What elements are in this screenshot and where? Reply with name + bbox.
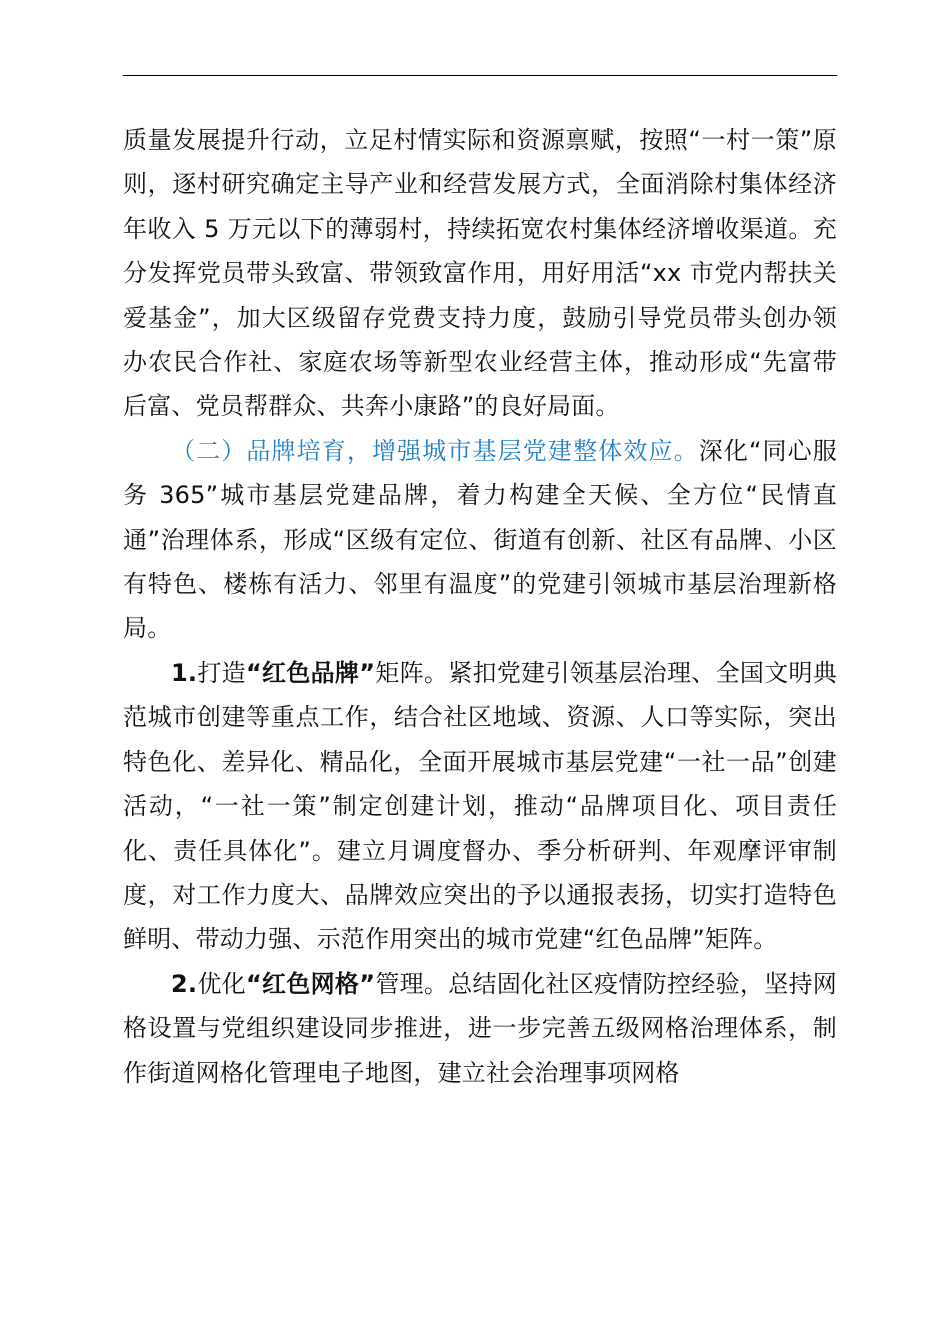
paragraph-text: 深化“同心服务 365”城市基层党建品牌，着力构建全天候、全方位“民情直通”治理体系，形成“区级有定位、街道有创新、社区有品牌、小区有特色、楼栋有活力、邻里有温度”的党建引领城市基层治理新格局。: [123, 436, 837, 643]
item-number: 1.: [171, 658, 198, 687]
item-number: 2.: [171, 969, 198, 998]
item-lead-text: 打造: [197, 658, 246, 687]
paragraph-text: 矩阵。紧扣党建引领基层治理、全国文明典范城市创建等重点工作，结合社区地域、资源、人口等实际，突出特色化、差异化、精品化，全面开展城市基层党建“一社一品”创建活动，“一社一策”制定创建计划，推动“品牌项目化、项目责任化、责任具体化”。建立月调度督办、季分析研判、年观摩评审制度，对工作力度大、品牌效应突出的予以通报表扬，切实打造特色鲜明、带动力强、示范作用突出的城市党建“红色品牌”矩阵。: [123, 658, 837, 954]
item-bold-term: “红色网格”: [245, 969, 376, 998]
section-heading: （二）品牌培育，增强城市基层党建整体效应。: [171, 436, 699, 465]
paragraph-text: 质量发展提升行动，立足村情实际和资源禀赋，按照“一村一策”原则，逐村研究确定主导产业和经营发展方式，全面消除村集体经济年收入 5 万元以下的薄弱村，持续拓宽农村集体经济增收渠道。充分发挥党员带头致富、带领致富作用，用好用活“xx 市党内帮扶关爱基金”，加大区级留存党费支持力度，鼓励引导党员带头创办领办农民合作社、家庭农场等新型农业经营主体，推动形成“先富带后富、党员帮群众、共奔小康路”的良好局面。: [123, 126, 837, 421]
paragraph-brand-cultivation: [123, 429, 837, 651]
header-rule: [123, 75, 837, 76]
paragraph-village-economy: [123, 118, 837, 429]
paragraph-text: 管理。总结固化社区疫情防控经验，坚持网格设置与党组织建设同步推进，进一步完善五级网格治理体系，制作街道网格化管理电子地图，建立社会治理事项网格: [123, 969, 837, 1087]
item-lead-text: 优化: [197, 969, 246, 998]
paragraph-red-brand: [123, 651, 837, 962]
document-body: [123, 118, 837, 1095]
item-bold-term: “红色品牌”: [245, 658, 376, 687]
paragraph-red-grid: [123, 962, 837, 1095]
